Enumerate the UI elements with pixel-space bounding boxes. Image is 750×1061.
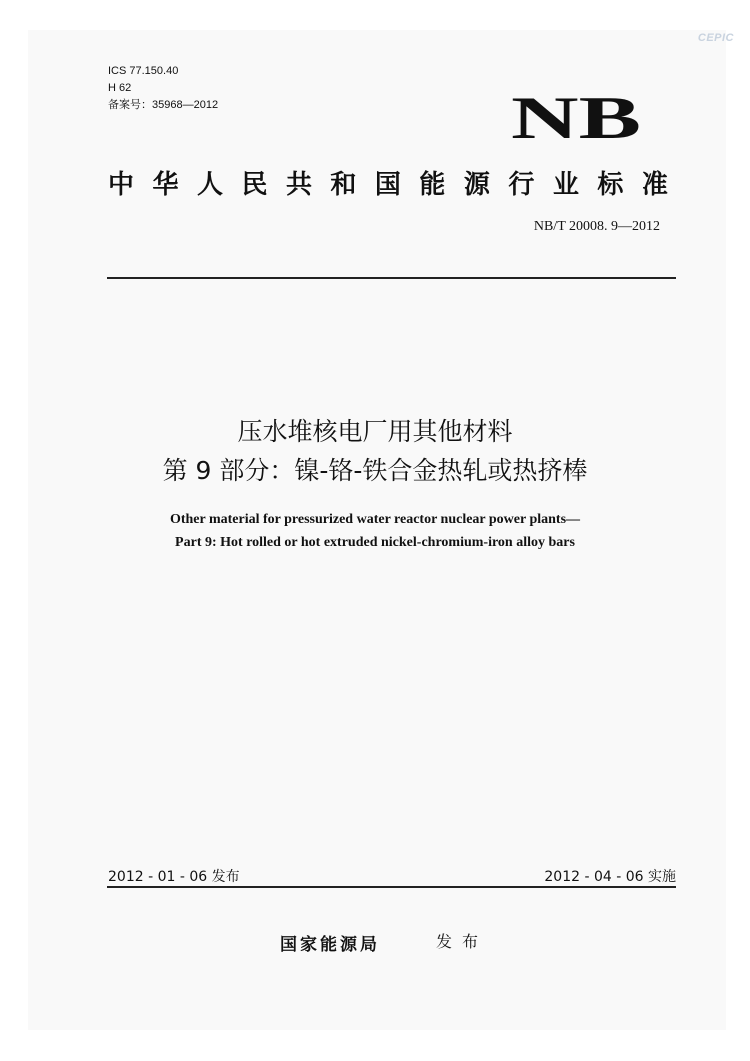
bottom-divider [107, 886, 676, 888]
title-en-line-2: Part 9: Hot rolled or hot extruded nickel-chromium-iron alloy bars [175, 535, 575, 550]
standard-number: NB/T 20008. 9—2012 [533, 219, 660, 234]
publisher: 国家能源局 [280, 935, 380, 955]
standard-type-char: 业 [552, 169, 579, 200]
standard-type-char: 人 [196, 169, 223, 200]
standard-type-char: 国 [374, 169, 401, 200]
classification-code: H 62 [108, 82, 132, 94]
title-en-line-1: Other material for pressurized water reactor nuclear power plants— [169, 512, 581, 527]
standard-type-char: 华 [152, 169, 179, 200]
standard-type-char: 能 [419, 169, 446, 200]
document-meta [108, 63, 218, 114]
standard-type-char: 和 [330, 169, 357, 200]
standard-type-char: 准 [641, 169, 668, 200]
title-cn-line-2: 第 9 部分：镍-铬-铁合金热轧或热挤棒 [162, 456, 588, 485]
record-number: 备案号：35968—2012 [108, 99, 219, 111]
standard-type-char: 源 [463, 169, 490, 200]
standard-type-char: 民 [241, 169, 268, 200]
standard-type-char: 行 [508, 169, 535, 200]
watermark: CEPIC [697, 32, 734, 44]
standard-type-title [108, 162, 668, 202]
standard-type-char: 共 [285, 169, 312, 200]
publish-label: 发布 [436, 932, 489, 951]
title-cn-line-1: 压水堆核电厂用其他材料 [237, 417, 513, 446]
issue-date: 2012 - 01 - 06 发布 [108, 869, 240, 885]
implementation-date: 2012 - 04 - 06 实施 [544, 869, 676, 885]
nb-logo-text: NB [511, 85, 641, 146]
top-divider [107, 277, 676, 279]
ics-code: ICS 77.150.40 [108, 65, 179, 77]
standard-type-char: 中 [108, 169, 135, 200]
standard-type-char: 标 [597, 169, 624, 200]
nb-logo [510, 84, 642, 146]
